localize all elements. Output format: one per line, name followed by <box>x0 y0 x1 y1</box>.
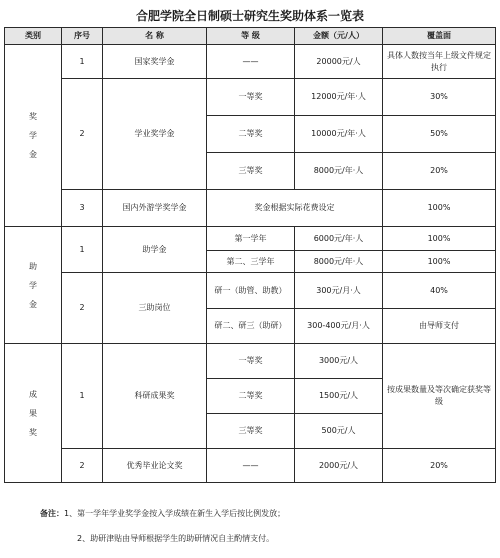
award-name: 科研成果奖 <box>103 344 207 449</box>
scholarship-table <box>4 27 496 483</box>
award-coverage: 20% <box>383 449 496 483</box>
award-level-amount: 奖金根据实际花费设定 <box>207 190 383 227</box>
header-level: 等 级 <box>207 28 295 45</box>
award-coverage: 20% <box>383 153 496 190</box>
award-amount: 1500元/人 <box>295 379 383 414</box>
page-title: 合肥学院全日制硕士研究生奖助体系一览表 <box>135 9 364 23</box>
award-amount: 3000元/人 <box>295 344 383 379</box>
notes-label: 备注： <box>40 509 64 518</box>
award-coverage: 100% <box>383 251 496 273</box>
award-coverage: 100% <box>383 190 496 227</box>
award-coverage: 100% <box>383 227 496 251</box>
header-name: 名 称 <box>103 28 207 45</box>
award-name: 国家奖学金 <box>103 45 207 79</box>
table-row <box>5 344 496 379</box>
award-amount: 2000元/人 <box>295 449 383 483</box>
category-aid: 助 学 金 <box>5 227 62 344</box>
award-amount: 500元/人 <box>295 414 383 449</box>
row-number: 2 <box>62 449 103 483</box>
header-amount: 金额（元/人） <box>295 28 383 45</box>
award-amount: 300-400元/月·人 <box>295 309 383 344</box>
award-name: 国内外游学奖学金 <box>103 190 207 227</box>
award-level: 二等奖 <box>207 379 295 414</box>
award-coverage: 按成果数量及等次确定获奖等级 <box>383 344 496 449</box>
award-level: —— <box>207 45 295 79</box>
header-category: 类别 <box>5 28 62 45</box>
header-coverage: 覆盖面 <box>383 28 496 45</box>
row-number: 3 <box>62 190 103 227</box>
row-number: 1 <box>62 45 103 79</box>
row-number: 1 <box>62 227 103 273</box>
table-row <box>5 273 496 309</box>
award-coverage: 由导师支付 <box>383 309 496 344</box>
table-row <box>5 190 496 227</box>
table-row <box>5 45 496 79</box>
award-amount: 8000元/年·人 <box>295 251 383 273</box>
award-amount: 20000元/人 <box>295 45 383 79</box>
award-amount: 12000元/年·人 <box>295 79 383 116</box>
row-number: 1 <box>62 344 103 449</box>
notes <box>40 508 490 558</box>
award-level: 一等奖 <box>207 79 295 116</box>
award-amount: 10000元/年·人 <box>295 116 383 153</box>
award-coverage: 具体人数按当年上级文件规定执行 <box>383 45 496 79</box>
award-amount: 300元/月·人 <box>295 273 383 309</box>
award-amount: 6000元/年·人 <box>295 227 383 251</box>
award-name: 助学金 <box>103 227 207 273</box>
award-level: 一等奖 <box>207 344 295 379</box>
award-level: 第二、三学年 <box>207 251 295 273</box>
row-number: 2 <box>62 79 103 190</box>
award-level: 三等奖 <box>207 153 295 190</box>
award-level: 二等奖 <box>207 116 295 153</box>
header-number: 序号 <box>62 28 103 45</box>
category-achievement: 成 果 奖 <box>5 344 62 483</box>
table-header-row <box>5 28 496 45</box>
award-coverage: 50% <box>383 116 496 153</box>
row-number: 2 <box>62 273 103 344</box>
award-level: 研一（助管、助教） <box>207 273 295 309</box>
note-line-1: 备注：1、第一学年学业奖学金按入学成绩在新生入学后按比例发放； <box>40 509 286 518</box>
award-level: 三等奖 <box>207 414 295 449</box>
award-name: 学业奖学金 <box>103 79 207 190</box>
award-name: 优秀毕业论文奖 <box>103 449 207 483</box>
award-level: 研二、研三（助研） <box>207 309 295 344</box>
award-level: 第一学年 <box>207 227 295 251</box>
award-coverage: 40% <box>383 273 496 309</box>
note-line-2: 2、助研津贴由导师根据学生的助研情况自主酌情支付。 <box>77 534 275 543</box>
award-amount: 8000元/年·人 <box>295 153 383 190</box>
table-row <box>5 227 496 251</box>
award-coverage: 30% <box>383 79 496 116</box>
award-level: —— <box>207 449 295 483</box>
award-name: 三助岗位 <box>103 273 207 344</box>
category-award: 奖 学 金 <box>5 45 62 227</box>
table-row <box>5 79 496 116</box>
table-row <box>5 449 496 483</box>
